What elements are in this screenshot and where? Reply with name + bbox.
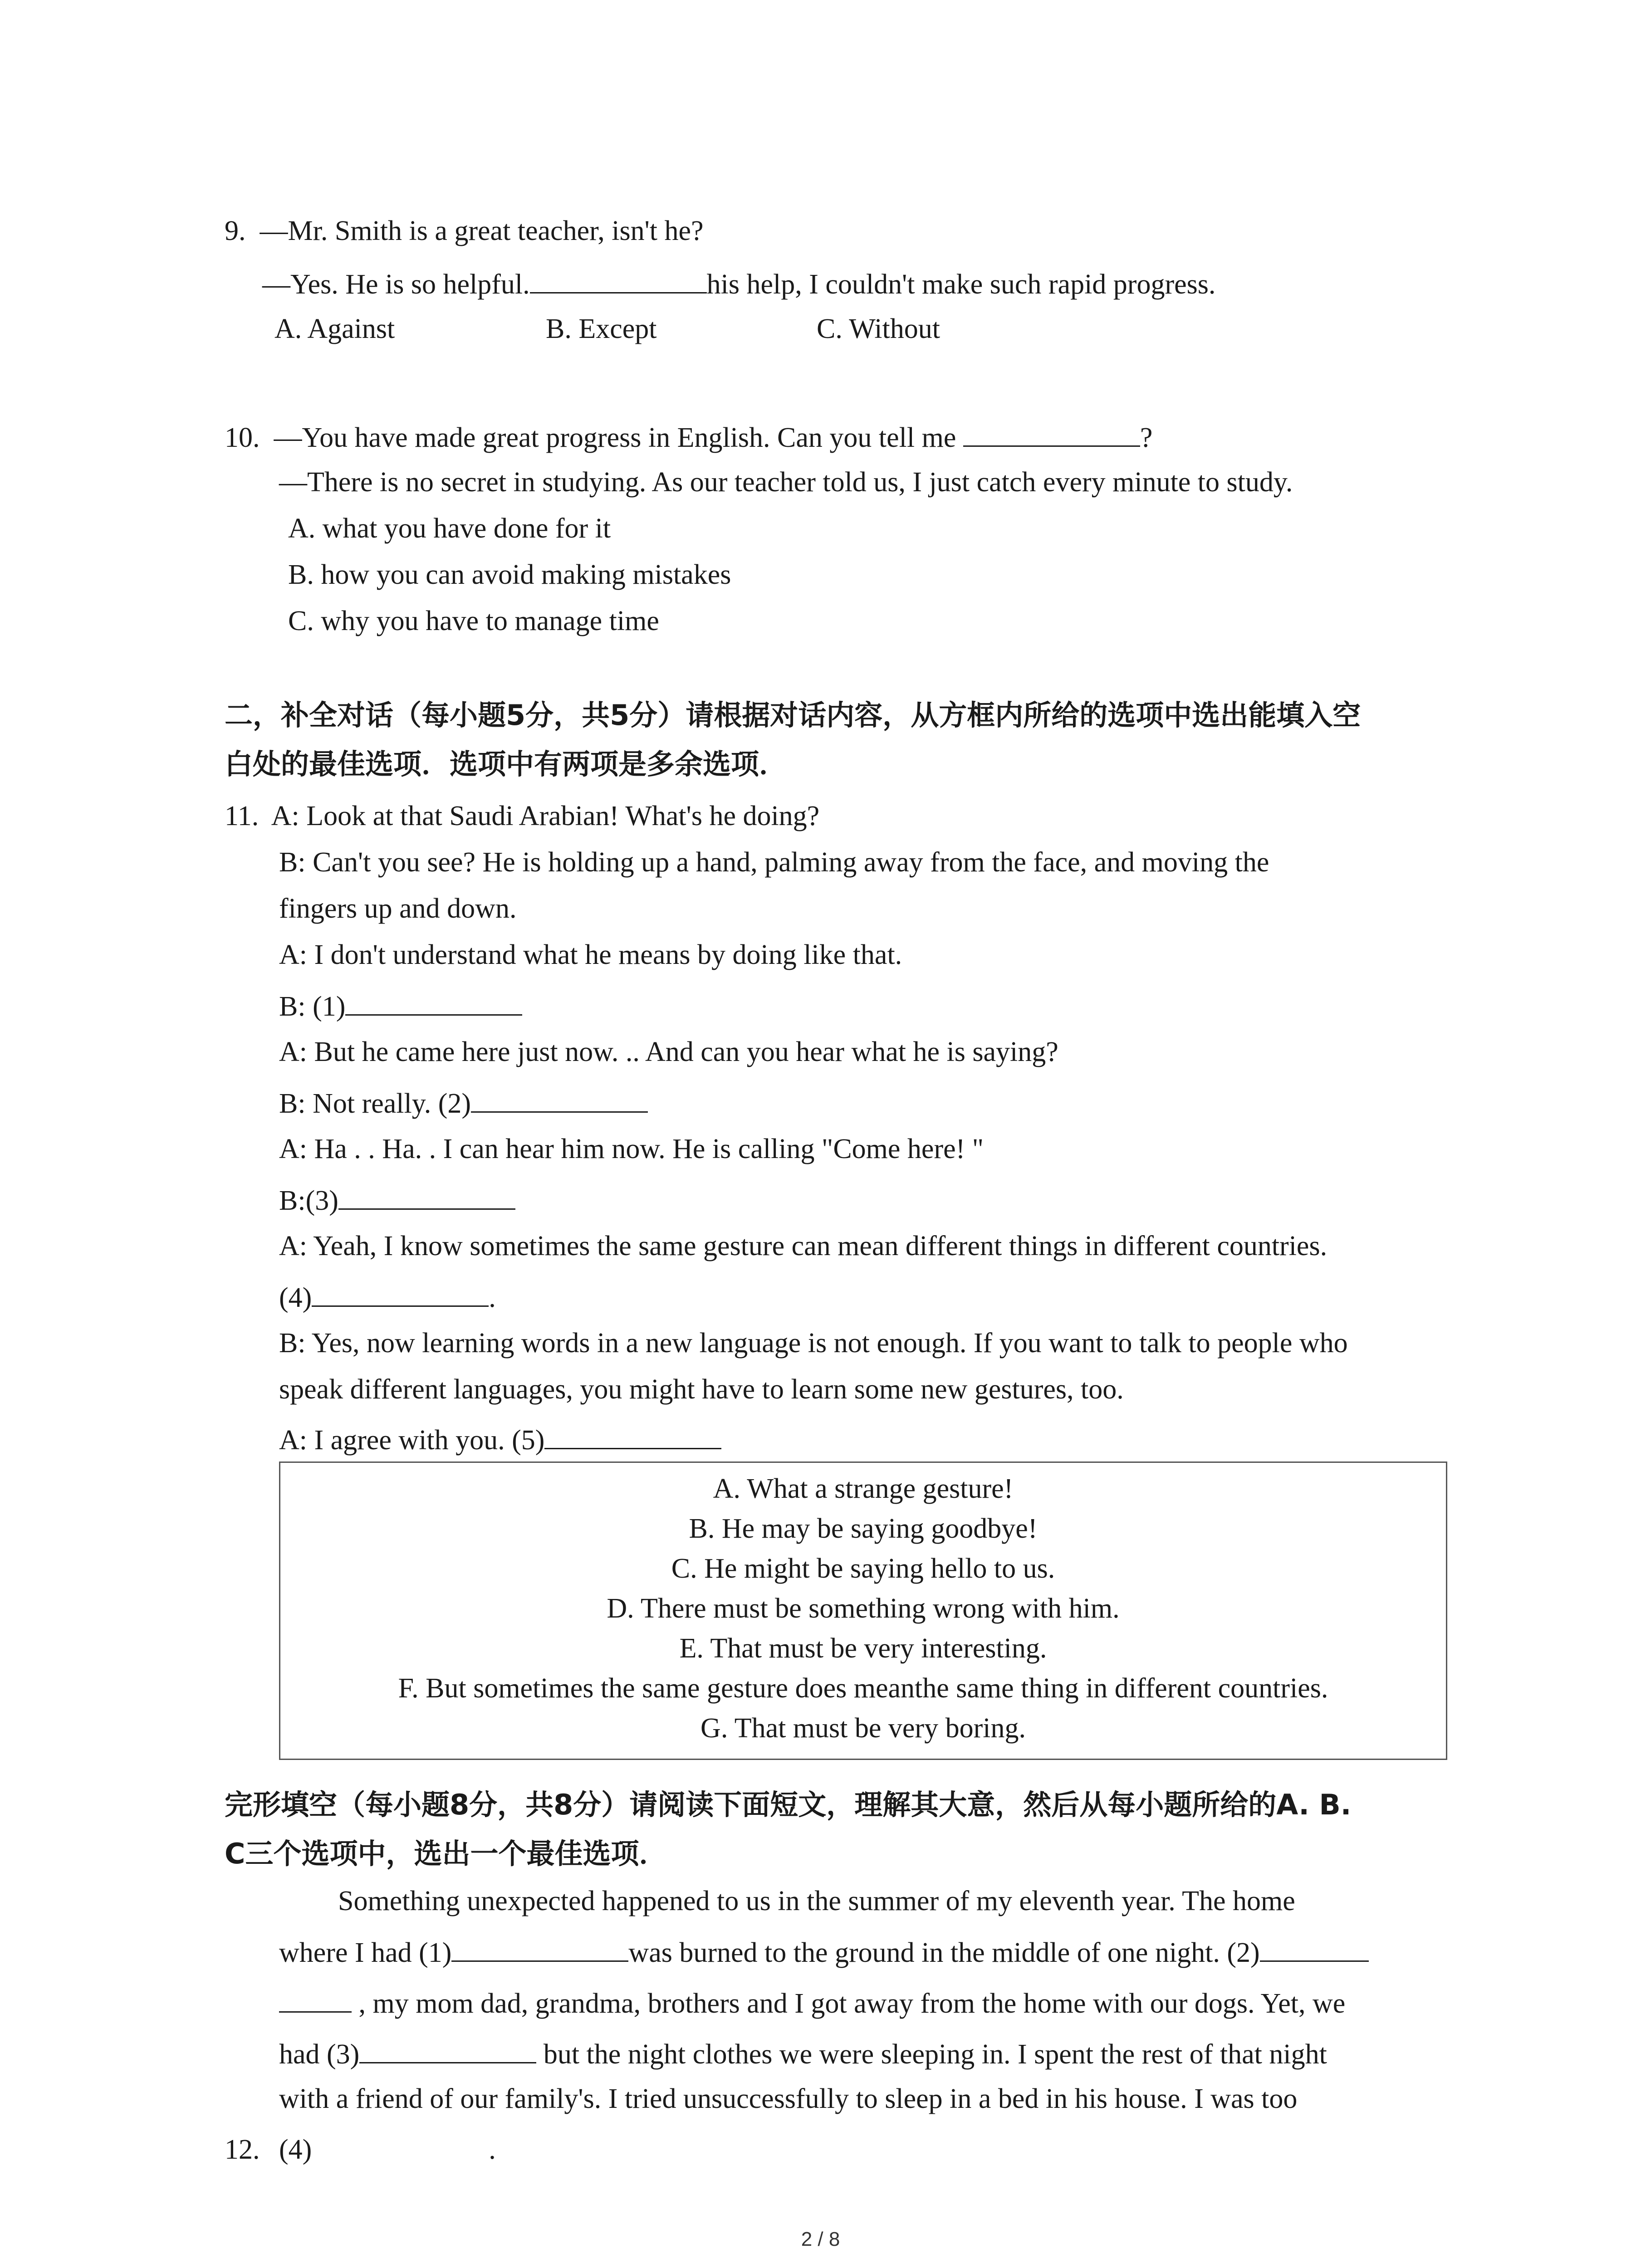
passage-blank-3[interactable] xyxy=(359,2035,536,2063)
q11-line-10: A: Yeah, I know sometimes the same gesture can mean different things in different countries. xyxy=(279,1231,1327,1261)
q9-option-b: B. Except xyxy=(546,313,657,344)
q11-blank-4[interactable] xyxy=(312,1278,489,1307)
box-option-e: E. That must be very interesting. xyxy=(679,1633,1047,1664)
q11-line-7-text: B: Not really. (2) xyxy=(279,1088,471,1119)
passage-line-1: Something unexpected happened to us in the summer of my eleventh year. The home xyxy=(338,1886,1295,1916)
passage-line-2-text-a: where I had (1) xyxy=(279,1937,452,1968)
box-option-g: G. That must be very boring. xyxy=(700,1713,1026,1744)
page-number: 2 / 8 xyxy=(801,2228,840,2250)
passage-line-4 xyxy=(279,2035,1327,2072)
passage-line-5: with a friend of our family's. I tried unsuccessfully to sleep in a bed in his house. I was too xyxy=(279,2083,1298,2114)
q10-option-c: C. why you have to manage time xyxy=(288,606,659,636)
q11-line-7 xyxy=(279,1084,648,1121)
box-option-c: C. He might be saying hello to us. xyxy=(671,1553,1055,1584)
q10-option-a: A. what you have done for it xyxy=(288,513,611,544)
q11-blank-1[interactable] xyxy=(345,987,522,1016)
q11-blank-5[interactable] xyxy=(544,1421,721,1449)
q11-line-13: speak different languages, you might have to learn some new gestures, too. xyxy=(279,1374,1124,1405)
q11-line-1: 11. A: Look at that Saudi Arabian! What's he doing? xyxy=(225,801,820,831)
passage-line-4-text-b: but the night clothes we were sleeping in. I spent the rest of that night xyxy=(536,2039,1327,2070)
section3-heading-line1: 完形填空（每小题8分，共8分）请阅读下面短文，理解其大意，然后从每小题所给的A. B. xyxy=(225,1788,1352,1821)
q11-line-12: B: Yes, now learning words in a new language is not enough. If you want to talk to people who xyxy=(279,1328,1348,1359)
passage-blank-2b[interactable] xyxy=(279,1984,352,2013)
passage-line-6 xyxy=(279,2132,496,2167)
passage-line-2 xyxy=(279,1933,1369,1970)
options-box xyxy=(279,1461,1447,1760)
passage-line-4-text-a: had (3) xyxy=(279,2039,360,2070)
q9-option-a: A. Against xyxy=(274,313,395,344)
passage-line-6-text-b: . xyxy=(489,2134,496,2165)
passage-line-3 xyxy=(279,1984,1345,2021)
q11-line-9 xyxy=(279,1181,515,1218)
q11-line-8: A: Ha . . Ha. . I can hear him now. He is calling "Come here! " xyxy=(279,1134,984,1164)
section2-heading-line2: 白处的最佳选项．选项中有两项是多余选项． xyxy=(225,748,788,781)
passage-line-6-text-a: (4) xyxy=(279,2134,312,2165)
box-option-d: D. There must be something wrong with him. xyxy=(607,1593,1120,1624)
q11-line-5 xyxy=(279,987,522,1024)
q11-line-11-text-b: . xyxy=(489,1282,496,1313)
q11-blank-2[interactable] xyxy=(471,1084,648,1113)
passage-blank-2a[interactable] xyxy=(1260,1933,1369,1962)
passage-line-3-text: , my mom dad, grandma, brothers and I got away from the home with our dogs. Yet, we xyxy=(352,1988,1346,2019)
q11-line-4: A: I don't understand what he means by doing like that. xyxy=(279,939,902,970)
section2-heading-line1: 二，补全对话（每小题5分，共5分）请根据对话内容，从方框内所给的选项中选出能填入空 xyxy=(225,699,1361,732)
q11-line-2: B: Can't you see? He is holding up a hand, palming away from the face, and moving the xyxy=(279,847,1269,878)
passage-blank-1[interactable] xyxy=(451,1933,628,1962)
q9-answer-line xyxy=(262,265,1215,302)
q11-line-5-text: B: (1) xyxy=(279,991,346,1022)
q11-blank-3[interactable] xyxy=(338,1181,515,1210)
q9-question: 9. —Mr. Smith is a great teacher, isn't he? xyxy=(225,215,704,246)
box-option-a: A. What a strange gesture! xyxy=(713,1473,1014,1504)
box-option-b: B. He may be saying goodbye! xyxy=(689,1513,1038,1544)
section3-heading-line2: C三个选项中，选出一个最佳选项． xyxy=(225,1837,667,1870)
q10-option-b: B. how you can avoid making mistakes xyxy=(288,559,731,590)
q9-option-c: C. Without xyxy=(817,313,940,344)
q10-question-text-b: ? xyxy=(1140,422,1153,453)
q9-blank[interactable] xyxy=(530,265,707,293)
box-option-f: F. But sometimes the same gesture does meanthe same thing in different countries. xyxy=(398,1673,1328,1704)
q11-line-9-text: B:(3) xyxy=(279,1185,338,1216)
passage-line-6-number: 12. xyxy=(225,2134,260,2165)
q10-answer-line: —There is no secret in studying. As our teacher told us, I just catch every minute to study. xyxy=(279,467,1293,498)
q11-line-14-text: A: I agree with you. (5) xyxy=(279,1425,545,1456)
q11-line-11-text-a: (4) xyxy=(279,1282,312,1313)
q11-line-11 xyxy=(279,1278,496,1315)
q10-question xyxy=(225,418,1152,455)
q11-line-6: A: But he came here just now. .. And can you hear what he is saying? xyxy=(279,1036,1058,1067)
passage-line-2-text-b: was burned to the ground in the middle of one night. (2) xyxy=(628,1937,1260,1968)
q9-answer-text-b: his help, I couldn't make such rapid progress. xyxy=(706,269,1216,300)
q11-line-14 xyxy=(279,1421,721,1458)
q10-blank[interactable] xyxy=(963,418,1140,447)
q9-answer-text-a: —Yes. He is so helpful. xyxy=(262,269,530,300)
q10-question-text-a: 10. —You have made great progress in English. Can you tell me xyxy=(225,422,963,453)
q11-line-3: fingers up and down. xyxy=(279,893,517,924)
